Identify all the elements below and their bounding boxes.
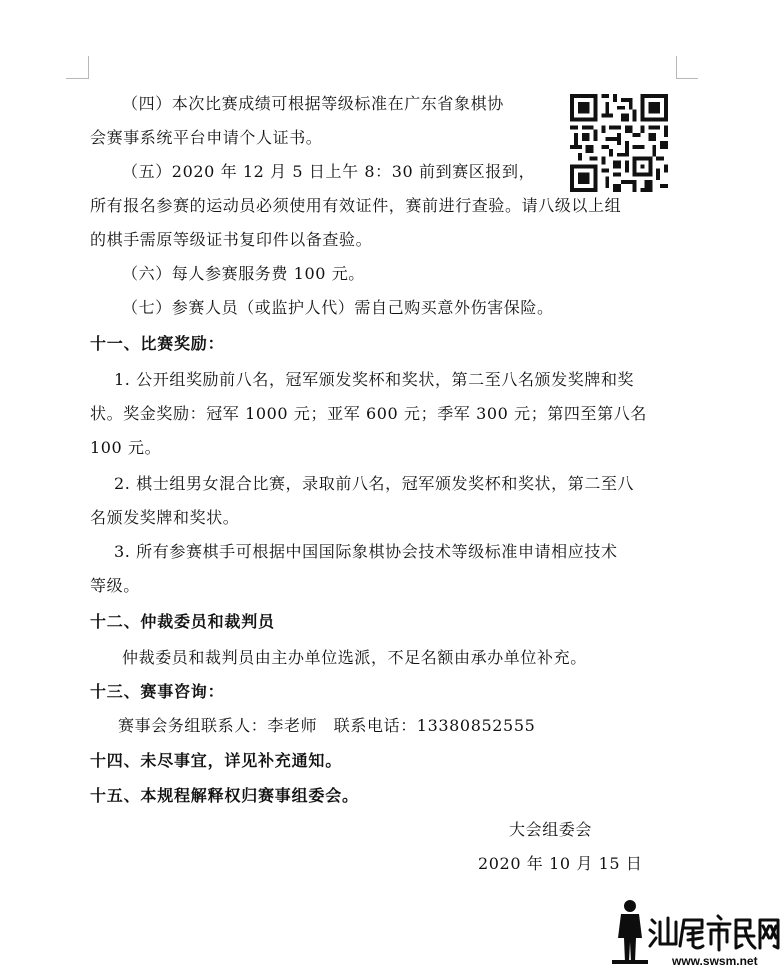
paragraph-6: （六）每人参赛服务费 100 元。 [122,264,365,283]
award-item-1-line-3: 100 元。 [90,438,162,457]
section-15-heading: 十五、本规程解释权归赛事组委会。 [90,786,359,805]
watermark-logo [600,890,781,969]
paragraph-4-line-2: 会赛事系统平台申请个人证书。 [90,128,323,147]
paragraph-5-line-2: 所有报名参赛的运动员必须使用有效证件，赛前进行查验。请八级以上组 [90,196,622,215]
section-13-heading: 十三、赛事咨询： [90,682,225,701]
award-item-1-line-1: 1. 公开组奖励前八名，冠军颁发奖杯和奖状，第二至八名颁发奖牌和奖 [114,370,635,389]
award-item-3-line-2: 等级。 [90,576,140,595]
person-silhouette-icon [612,900,648,964]
award-item-1-line-2: 状。奖金奖励：冠军 1000 元；亚军 600 元；季军 300 元；第四至第八名 [90,404,647,423]
signature-date: 2020 年 10 月 15 日 [478,854,643,873]
award-item-2-line-2: 名颁发奖牌和奖状。 [90,508,240,527]
award-item-2-line-1: 2. 棋士组男女混合比赛，录取前八名，冠军颁发奖杯和奖状，第二至八 [114,474,635,493]
arbitration-text: 仲裁委员和裁判员由主办单位选派，不足名额由承办单位补充。 [122,648,587,667]
qr-code [570,94,668,192]
section-14-heading: 十四、未尽事宜，详见补充通知。 [90,751,343,770]
watermark-url: www.swsm.net [672,954,758,968]
award-item-3-line-1: 3. 所有参赛棋手可根据中国国际象棋协会技术等级标准申请相应技术 [114,542,618,561]
paragraph-4-line-1: （四）本次比赛成绩可根据等级标准在广东省象棋协 [122,94,504,113]
paragraph-5-line-3: 的棋手需原等级证书复印件以备查验。 [90,230,373,249]
paragraph-5-line-1: （五）2020 年 12 月 5 日上午 8：30 前到赛区报到， [122,162,536,181]
paragraph-7: （七）参赛人员（或监护人代）需自己购买意外伤害保险。 [122,298,554,317]
contact-info: 赛事会务组联系人：李老师 联系电话：13380852555 [118,716,536,735]
section-12-heading: 十二、仲裁委员和裁判员 [90,612,275,631]
signature-organizer: 大会组委会 [509,820,593,839]
watermark-calligraphy [650,916,778,950]
section-11-heading: 十一、比赛奖励： [90,334,225,353]
